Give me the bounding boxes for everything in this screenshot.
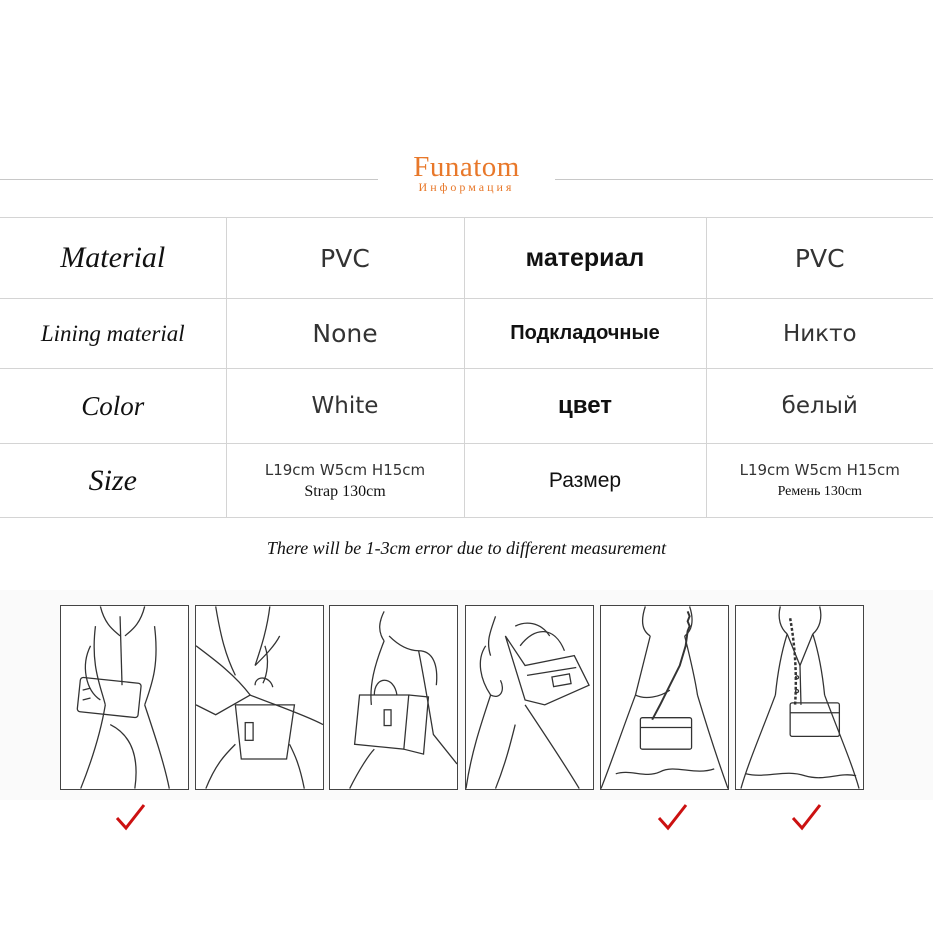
value-en-size: L19cm W5cm H15cm Strap 130cm xyxy=(226,444,464,518)
table-row xyxy=(0,444,933,518)
table-row xyxy=(0,299,933,369)
brand-subtitle: Информация xyxy=(418,180,515,194)
label-ru-material: материал xyxy=(464,218,706,299)
measurement-note: There will be 1-3cm error due to different measurement xyxy=(266,538,667,558)
chain-shoulder-carry-icon xyxy=(735,605,864,790)
arm-carry-icon xyxy=(329,605,458,790)
label-en-material: Material xyxy=(0,218,226,299)
clutch-carry-icon xyxy=(60,605,189,790)
value-en-lining: None xyxy=(226,299,464,369)
spec-table xyxy=(0,217,933,518)
table-row xyxy=(0,369,933,444)
label-en-lining: Lining material xyxy=(0,299,226,369)
value-en-color: White xyxy=(226,369,464,444)
label-ru-size: Размер xyxy=(464,444,706,518)
check-icon xyxy=(114,802,146,832)
label-ru-color: цвет xyxy=(464,369,706,444)
label-en-color: Color xyxy=(0,369,226,444)
hand-carry-icon xyxy=(195,605,324,790)
value-ru-lining: Никто xyxy=(706,299,933,369)
value-ru-material: PVC xyxy=(706,218,933,299)
check-icon xyxy=(790,802,822,832)
label-ru-lining: Подкладочные xyxy=(464,299,706,369)
value-en-material: PVC xyxy=(226,218,464,299)
table-row xyxy=(0,218,933,299)
label-en-size: Size xyxy=(0,444,226,518)
check-icon xyxy=(656,802,688,832)
value-ru-color: белый xyxy=(706,369,933,444)
brand-block xyxy=(0,152,933,195)
shoulder-carry-icon xyxy=(465,605,594,790)
brand-name: Funatom xyxy=(403,152,530,182)
crossbody-carry-icon xyxy=(600,605,729,790)
value-ru-size: L19cm W5cm H15cm Ремень 130cm xyxy=(706,444,933,518)
